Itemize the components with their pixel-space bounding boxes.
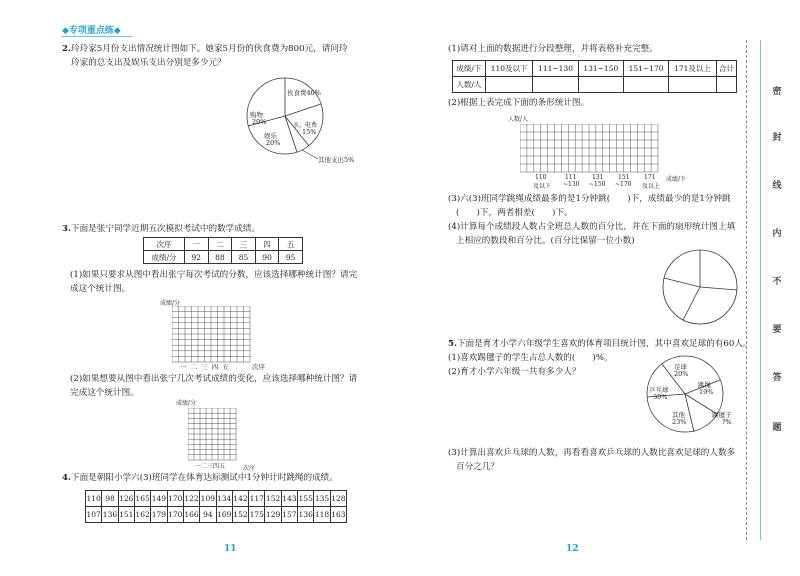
- margin-line: [760, 40, 761, 540]
- pie5-football: 足球: [674, 363, 687, 371]
- table-cell: 151: [118, 507, 134, 523]
- table-cell: 126: [118, 491, 134, 507]
- table-cell: 152: [232, 507, 248, 523]
- table-cell: 136: [298, 507, 314, 523]
- q5-sub3: (3)计算出喜欢乒乓球的人数，再看看喜欢乒乓球的人数比喜欢足球的人数多 百分之几？: [448, 448, 736, 472]
- r-sub3: (3)六(3)班同学跳绳成绩最多的是1分钟跳( )下，成绩最少的是1分钟跳 ( )下，两者相差( )下。: [448, 194, 731, 218]
- pie5-other: 其他: [672, 411, 685, 419]
- bar-tick-3: 131: [592, 174, 604, 181]
- table-row: [86, 507, 347, 523]
- badge-underline: [62, 36, 132, 37]
- table-cell: 179: [151, 507, 167, 523]
- empty-pie-chart: [655, 247, 745, 327]
- q3-text: 3.下面是张宁同学近期五次模拟考试中的数学成绩。: [62, 224, 261, 234]
- bar-ylabel: 人数/人: [508, 116, 529, 123]
- table-cell: 128: [330, 491, 346, 507]
- r-segment-table: 成绩/下 110及以下 111~130 131~150 151~170 171及以上 合计 人数/人: [452, 60, 737, 93]
- table-cell: 142: [232, 491, 248, 507]
- table-cell: 152: [265, 491, 281, 507]
- table-row: [86, 491, 347, 507]
- side-char-7: 答: [772, 373, 782, 383]
- chart2-ticks: 一二三四五: [195, 463, 226, 470]
- bar-tick-2: 111: [565, 174, 577, 181]
- pie-other-label: 其他支出5%: [318, 156, 355, 164]
- table-cell: 170: [167, 507, 183, 523]
- q3-score-table: 次序 一 二 三 四 五 成绩/分 92 88 85 90 95: [143, 237, 303, 264]
- r-sub4: (4)计算每个成绩段人数占全班总人数的百分比，并在下面的扇形统计图上填 上相应的数段和百分比。(百分比保留一位小数): [448, 222, 736, 246]
- bar-xlabel: 成绩/下: [666, 176, 687, 183]
- chart2-grid: [188, 408, 238, 464]
- side-char-1: 密: [772, 87, 782, 97]
- bar-tick-b2: ~130: [563, 181, 580, 188]
- side-char-2: 封: [772, 133, 782, 143]
- pie5-other-pct: 23%: [672, 418, 687, 426]
- table-cell: 175: [249, 507, 265, 523]
- table-cell: 118: [314, 507, 330, 523]
- table-cell: 134: [216, 491, 232, 507]
- table-cell: 170: [167, 491, 183, 507]
- pie-water-pct: 15%: [302, 128, 317, 136]
- table-cell: 122: [183, 491, 199, 507]
- bar-tick-4: 151: [618, 174, 630, 181]
- table-cell: 107: [86, 507, 102, 523]
- table-cell: 163: [330, 507, 346, 523]
- pie5-shuttle: 踢毽子: [712, 411, 732, 419]
- q5-sub1: (1)喜欢踢毽子的学生占总人数的( )%。: [448, 353, 613, 363]
- bar-tick-5: 171: [644, 174, 656, 181]
- table-cell: 149: [151, 491, 167, 507]
- bar-grid: [520, 124, 660, 174]
- chart1-xlabel: 次序: [252, 363, 265, 371]
- pie5-football-pct: 20%: [674, 370, 689, 378]
- q3-sub1: (1)如果只要求从图中看出张宁每次考试的分数，应该选择哪种统计图？请完 成这个统计图。: [70, 270, 358, 294]
- table-cell: 98: [102, 491, 118, 507]
- table-cell: 155: [298, 491, 314, 507]
- q4-text: 4.下面是朝阳小学六(3)班同学在体育达标测试中1分钟计时跳绳的成绩。: [62, 473, 338, 483]
- table-cell: 117: [249, 491, 265, 507]
- table-cell: 143: [281, 491, 297, 507]
- pie-food-label: 伙食费40%: [287, 89, 321, 97]
- bar-tick-b4: ~170: [615, 181, 632, 188]
- pie-fun-label: 娱乐: [264, 132, 277, 140]
- table-cell: 110: [86, 491, 102, 507]
- chart1-ticks: 一 二 三 四 五: [180, 363, 230, 371]
- bar-tick-b3: ~150: [589, 181, 606, 188]
- q4-jump-table: [85, 490, 347, 523]
- bar-tick-b5: 及以上: [642, 183, 661, 190]
- section-badge: ◆专项重点练◆: [62, 26, 121, 36]
- r-sub1: (1)请对上面的数据进行分段整理，并将表格补充完整。: [448, 44, 658, 54]
- table-cell: 162: [134, 507, 150, 523]
- table-cell: 94: [200, 507, 216, 523]
- chart2-xlabel: 次序: [243, 465, 256, 472]
- table-cell: 165: [134, 491, 150, 507]
- page-number-left: 11: [224, 544, 237, 554]
- pie5-rope: 跳绳: [698, 381, 711, 389]
- pie5-pingpong: 乒乓球: [649, 386, 669, 394]
- bar-tick-b1: 及以下: [533, 183, 552, 190]
- table-cell: 166: [183, 507, 199, 523]
- side-char-6: 要: [772, 325, 782, 335]
- table-cell: 135: [314, 491, 330, 507]
- chart2-ylabel: 成绩/分: [176, 400, 197, 407]
- side-char-4: 内: [772, 229, 782, 239]
- q3-sub2: (2)如果想要从图中看出张宁几次考试成绩的变化，应该选择哪种统计图？请 完成这个统计图。: [70, 374, 358, 398]
- table-cell: 157: [281, 507, 297, 523]
- q5-sub2: (2)育才小学六年级一共有多少人？: [448, 367, 581, 377]
- side-char-5: 不: [772, 277, 782, 287]
- q2-text: 2.玲玲家5月份支出情况统计图如下。她家5月份的伙食费为800元，请问玲 玲家的总支出及娱乐支出分别是多少元？: [62, 44, 348, 68]
- pie5-pingpong-pct: 30%: [653, 393, 668, 401]
- table-cell: 169: [216, 507, 232, 523]
- table-cell: 129: [265, 507, 281, 523]
- pie5-shuttle-pct: ?%: [722, 418, 732, 426]
- chart1-grid: [172, 306, 252, 366]
- pie-shopping-pct: 20%: [252, 118, 267, 126]
- bar-tick-1: 110: [535, 174, 547, 181]
- pie5-rope-pct: 19%: [699, 388, 714, 396]
- table-cell: 109: [200, 491, 216, 507]
- pie-fun-pct: 20%: [266, 139, 281, 147]
- q5-text: 5.下面是育才小学六年级学生喜欢的体育项目统计图，其中喜欢足球的有60人。: [448, 339, 752, 349]
- page-number-right: 12: [566, 544, 579, 554]
- side-char-3: 线: [772, 181, 782, 191]
- side-char-8: 题: [772, 423, 782, 433]
- cut-line: [746, 40, 748, 540]
- pie-water-label: 水、电费: [293, 122, 318, 129]
- pie-shopping-label: 购物: [250, 111, 263, 119]
- chart1-ylabel: 成绩/分: [160, 300, 181, 307]
- r-sub2: (2)根据上表完成下面的条形统计图。: [448, 98, 590, 108]
- table-cell: 136: [102, 507, 118, 523]
